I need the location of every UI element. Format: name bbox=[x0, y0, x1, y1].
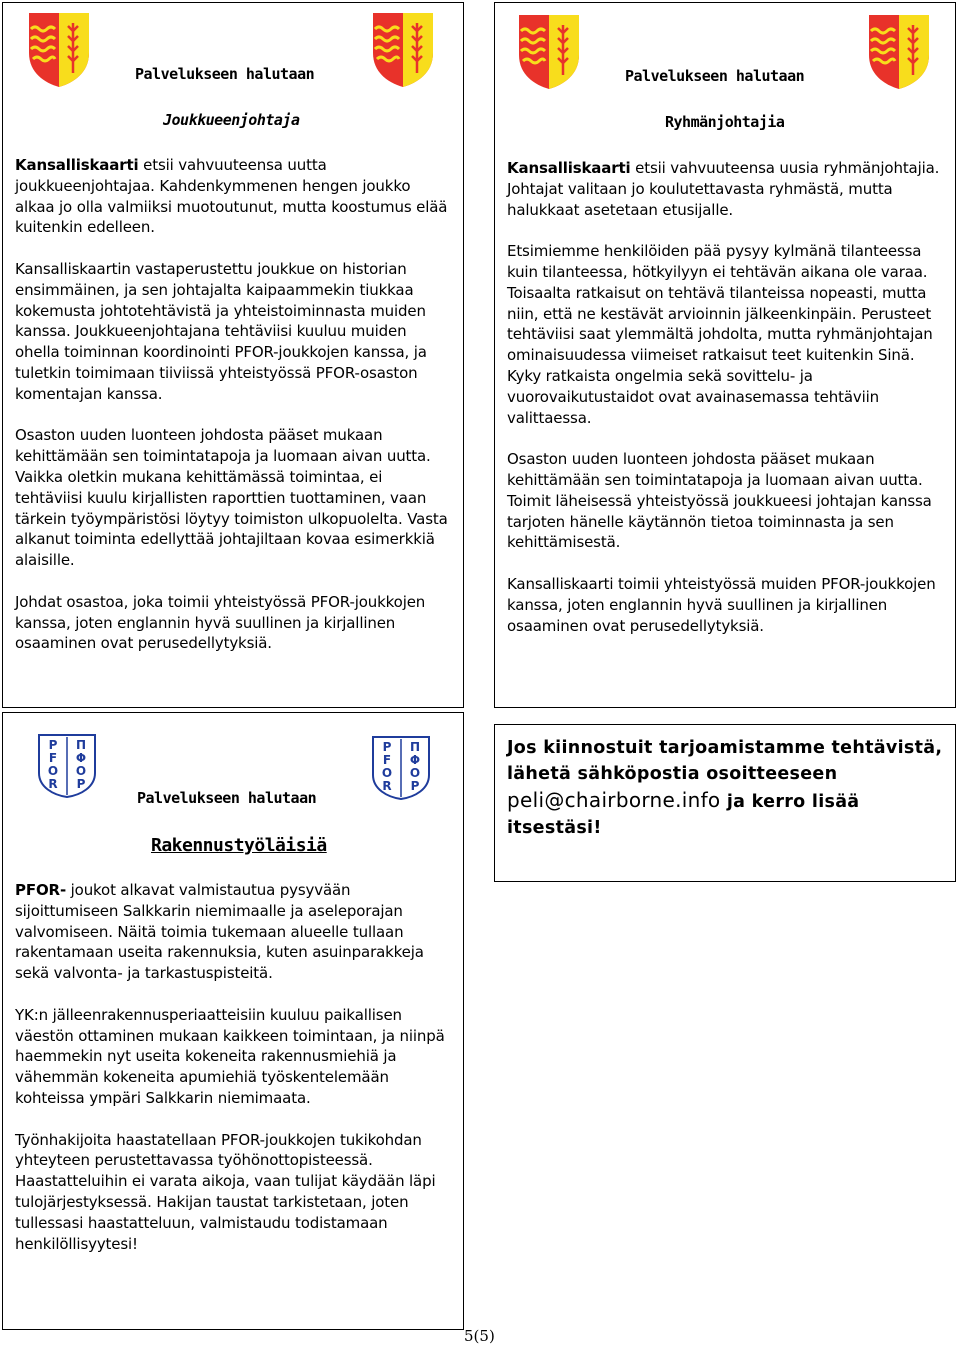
job-ad-construction-workers bbox=[2, 712, 464, 1330]
regional-crest-icon-4 bbox=[867, 13, 931, 91]
ad-paragraph-4: Johdat osastoa, joka toimii yhteistyössä PFOR-joukkojen kanssa, joten englannin hyvä suullinen ja kirjallinen osaaminen ovat perusedellytyksiä. bbox=[15, 592, 426, 653]
pfor-greek: Ο bbox=[75, 764, 87, 778]
pfor-letter: P bbox=[382, 740, 392, 754]
ad-paragraph-4: Kansalliskaarti toimii yhteistyössä muiden PFOR-joukkojen kanssa, joten englannin hyvä suullinen ja kirjallinen osaaminen ovat perusedellytyksiä. bbox=[507, 574, 936, 635]
ad-heading: Palvelukseen halutaan bbox=[135, 65, 315, 83]
ad-heading: Palvelukseen halutaan bbox=[137, 789, 317, 807]
ad-paragraph-3: Osaston uuden luonteen johdosta pääset mukaan kehittämään sen toimintatapoja ja luomaan aivan uutta. Vaikka oletkin mukana kehittämässä toimintaa, ei tehtäviisi kuulu kirjallisten raporttien tuottaminen, vaan tärkein työympäristösi löytyy toimiston ulkopuolelta. Vasta alkanut toiminta edellyttää johtajiltaan kovaa esimerkkiä alaisille. bbox=[15, 426, 448, 570]
pfor-greek: Φ bbox=[409, 753, 421, 767]
ad-paragraph-3: Työnhakijoita haastatellaan PFOR-joukkojen tukikohdan yhteyteen perustettavassa työhönottopisteessä. Haastatteluihin ei varata aikoja, vaan tulijat käydään läpi tulojärjestyksessä. Hakijan taustat tarkistetaan, joten tullessasi haastatteluun, valmistaudu todistamaan henkilöllisyytesi! bbox=[15, 1130, 436, 1253]
pfor-greek: Ρ bbox=[410, 779, 420, 793]
job-ad-group-leaders bbox=[494, 2, 956, 708]
ad-paragraph-1: Kansalliskaarti etsii vahvuuteensa uutta joukkueenjohtajaa. Kahdenkymmenen hengen joukko alkaa jo olla valmiiksi muotoutunut, mutta koostumus elää kuitenkin edelleen. bbox=[15, 156, 448, 237]
pfor-greek: Ο bbox=[409, 766, 421, 780]
ad-heading: Palvelukseen halutaan bbox=[625, 67, 805, 85]
pfor-emblem-icon-2 bbox=[371, 735, 431, 801]
email-link[interactable]: peli@chairborne.info bbox=[507, 788, 721, 812]
ad-subheading: Ryhmänjohtajia bbox=[665, 113, 785, 131]
pfor-greek: Ρ bbox=[76, 777, 86, 791]
ad-paragraph-3: Osaston uuden luonteen johdosta pääset mukaan kehittämään sen toimintatapoja ja luomaan aivan uutta. Toimit läheisessä yhteistyössä joukkueesi johtajan kanssa tarjoten hänelle käytännön tietoa toiminnasta ja sen kehittämisestä. bbox=[507, 450, 932, 552]
pfor-greek: Π bbox=[409, 740, 421, 754]
ad-title: Rakennustyöläisiä bbox=[151, 835, 327, 856]
pfor-letter: R bbox=[48, 777, 58, 791]
contact-info-box bbox=[494, 724, 956, 882]
page-number: 5(5) bbox=[464, 1327, 495, 1345]
ad-paragraph-2: YK:n jälleenrakennusperiaatteisiin kuuluu paikallisen väestön ottaminen mukaan kaikkeen toimintaan, ja niinpä haemmekin nyt useita kokeneita rakennusmiehiä ja vähemmän kokeneita apumiehiä työskentelemään kohteissa ympäri Salkkarin niemimaata. bbox=[15, 1005, 445, 1107]
pfor-emblem-icon bbox=[37, 733, 97, 799]
ad-body bbox=[507, 158, 947, 636]
pfor-letter: R bbox=[382, 779, 392, 793]
ad-paragraph-2: Etsimiemme henkilöiden pää pysyy kylmänä tilanteessa kuin tilanteessa, hötkyilyyn ei tehtävän aikana ole varaa. Toisaalta ratkaisut on tehtävä tilanteissa nopeasti, mutta niin, että ne kestävät arvioinnin jälkeenkinpäin. Perusteet tehtäviisi saat ylemmältä johdolta, mutta ryhmänjohtajan ominaisuudessa viimeiset ratkaisut teet kuitenkin Sinä. Kyky ratkaista ongelmia sekä sovittelu- ja vuorovaikutustaidot ovat avainasemassa tehtäviin valittaessa. bbox=[507, 242, 933, 427]
ad-paragraph-1: Kansalliskaarti etsii vahvuuteensa uusia ryhmänjohtajia. Johtajat valitaan jo koulutettavasta ryhmästä, mutta halukkaat asetetaan etusijalle. bbox=[507, 159, 940, 219]
pfor-letter: O bbox=[381, 766, 393, 780]
job-ad-squad-leader bbox=[2, 2, 464, 708]
ad-body bbox=[15, 155, 453, 654]
regional-crest-icon bbox=[27, 11, 91, 89]
ad-paragraph-2: Kansalliskaartin vastaperustettu joukkue on historian ensimmäinen, ja sen johtajalta kaipaammekin tiukkaa kokemusta johtotehtävistä ja yhteistoiminnasta muiden kanssa. Joukkueenjohtajana tehtäviisi kuuluu muiden ohella toiminnan koordinointi PFOR-joukkojen kanssa, ja tuletkin toimimaan tiiviissä yhteistyössä PFOR-osaston komentajan kanssa. bbox=[15, 259, 427, 403]
ad-subheading: Joukkueenjohtaja bbox=[163, 111, 300, 129]
pfor-letter: O bbox=[47, 764, 59, 778]
regional-crest-icon-2 bbox=[371, 11, 435, 89]
pfor-letter: F bbox=[48, 751, 58, 765]
ad-body bbox=[15, 880, 455, 1254]
ad-paragraph-1: PFOR- joukot alkavat valmistautua pysyvään sijoittumiseen Salkkarin niemimaalle ja aseleporajan valvomiseen. Näitä toimia tukemaan alueelle tullaan rakentamaan useita rakennuksia, kuten asuinparakkeja sekä valvonta- ja tarkastuspisteitä. bbox=[15, 881, 424, 983]
contact-text: Jos kiinnostuit tarjoamistamme tehtävistä, lähetä sähköpostia osoitteeseen peli@chairborne.info ja kerro lisää itsestäsi! bbox=[507, 738, 943, 838]
pfor-letter: F bbox=[382, 753, 392, 767]
regional-crest-icon-3 bbox=[517, 13, 581, 91]
pfor-greek: Π bbox=[75, 738, 87, 752]
pfor-greek: Φ bbox=[75, 751, 87, 765]
pfor-letter: P bbox=[48, 738, 58, 752]
